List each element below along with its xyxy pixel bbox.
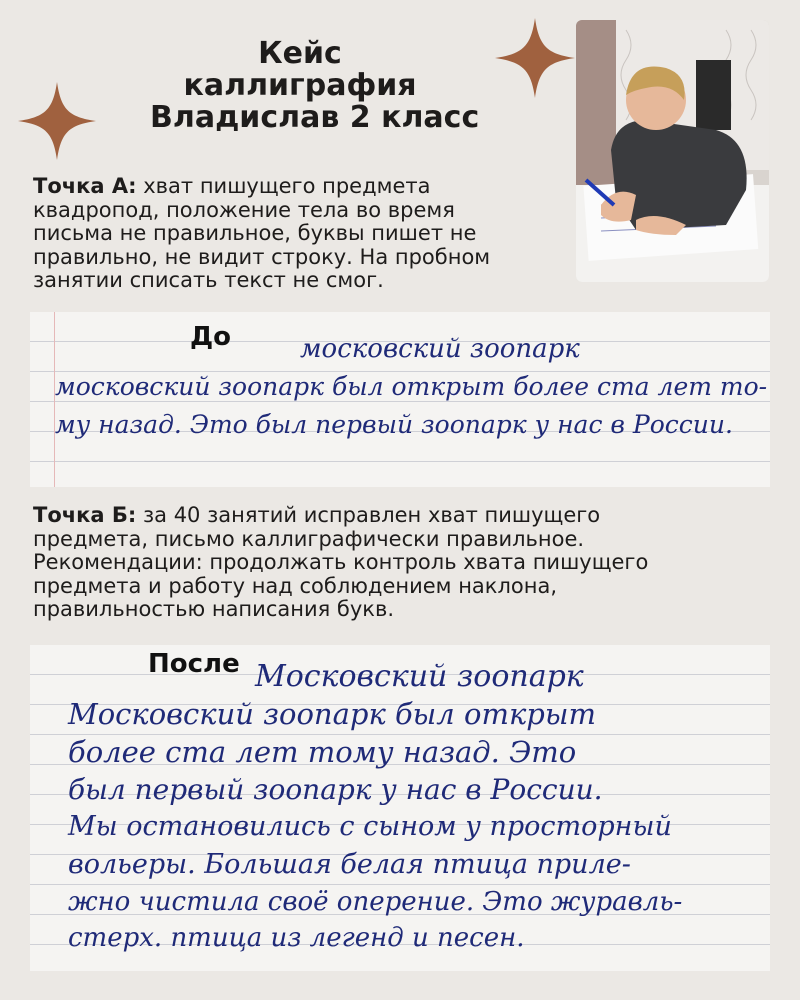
- title-line-2: каллиграфия: [183, 68, 417, 103]
- after-handwriting-line-3: был первый зоопарк у нас в России.: [68, 773, 603, 806]
- after-handwriting-line-2: более ста лет тому назад. Это: [68, 735, 577, 769]
- point-b-text-1: за 40 занятий исправлен хват пишущего: [136, 503, 601, 527]
- title-line-3: Владислав 2 класс: [150, 100, 480, 135]
- point-b-text-3: Рекомендации: продолжать контроль хвата пишущего: [33, 550, 649, 574]
- point-b-text-2: предмета, письмо каллиграфически правильное.: [33, 526, 585, 551]
- point-a-text-3: письма не правильное, буквы пишет не: [33, 221, 477, 245]
- point-a-text-2: квадропод, положение тела во время: [33, 197, 455, 222]
- point-b-paragraph: [33, 504, 773, 622]
- point-b-text-4: предмета и работу над соблюдением наклона,: [33, 573, 558, 598]
- after-notebook-image: [30, 645, 770, 971]
- point-a-paragraph: [33, 175, 573, 293]
- point-a-label: Точка А:: [33, 174, 137, 198]
- before-handwriting-heading: московский зоопарк: [300, 334, 580, 364]
- before-handwriting-line-2: му назад. Это был первый зоопарк у нас в России.: [55, 410, 733, 439]
- after-handwriting-line-4: Мы остановились с сыном у просторный: [68, 811, 672, 842]
- after-handwriting-line-7: стерх. птица из легенд и песен.: [68, 923, 525, 953]
- after-handwriting-line-5: вольеры. Большая белая птица приле-: [68, 849, 631, 880]
- boy-writing-photo: [576, 20, 769, 282]
- point-a-text-4: правильно, не видит строку. На пробном: [33, 244, 491, 269]
- title-line-1: Кейс: [258, 36, 342, 71]
- after-handwriting-line-6: жно чистила своё оперение. Это журавль-: [68, 887, 683, 917]
- after-handwriting-heading: Московский зоопарк: [255, 659, 584, 694]
- before-label: До: [190, 322, 232, 352]
- point-b-label: Точка Б:: [33, 503, 137, 527]
- page-title: [150, 36, 480, 135]
- point-b-text-5: правильностью написания букв.: [33, 597, 395, 621]
- after-label: После: [148, 649, 240, 679]
- point-a-text-5: занятии списать текст не смог.: [33, 268, 384, 292]
- point-a-text-1: хват пишущего предмета: [136, 174, 431, 198]
- after-handwriting-line-1: Московский зоопарк был открыт: [68, 697, 596, 731]
- sparkle-star-icon-left: [18, 82, 96, 160]
- before-notebook-image: [30, 312, 770, 487]
- before-handwriting-line-1: московский зоопарк был открыт более ста лет то-: [55, 372, 768, 401]
- sparkle-star-icon-right: [495, 18, 575, 98]
